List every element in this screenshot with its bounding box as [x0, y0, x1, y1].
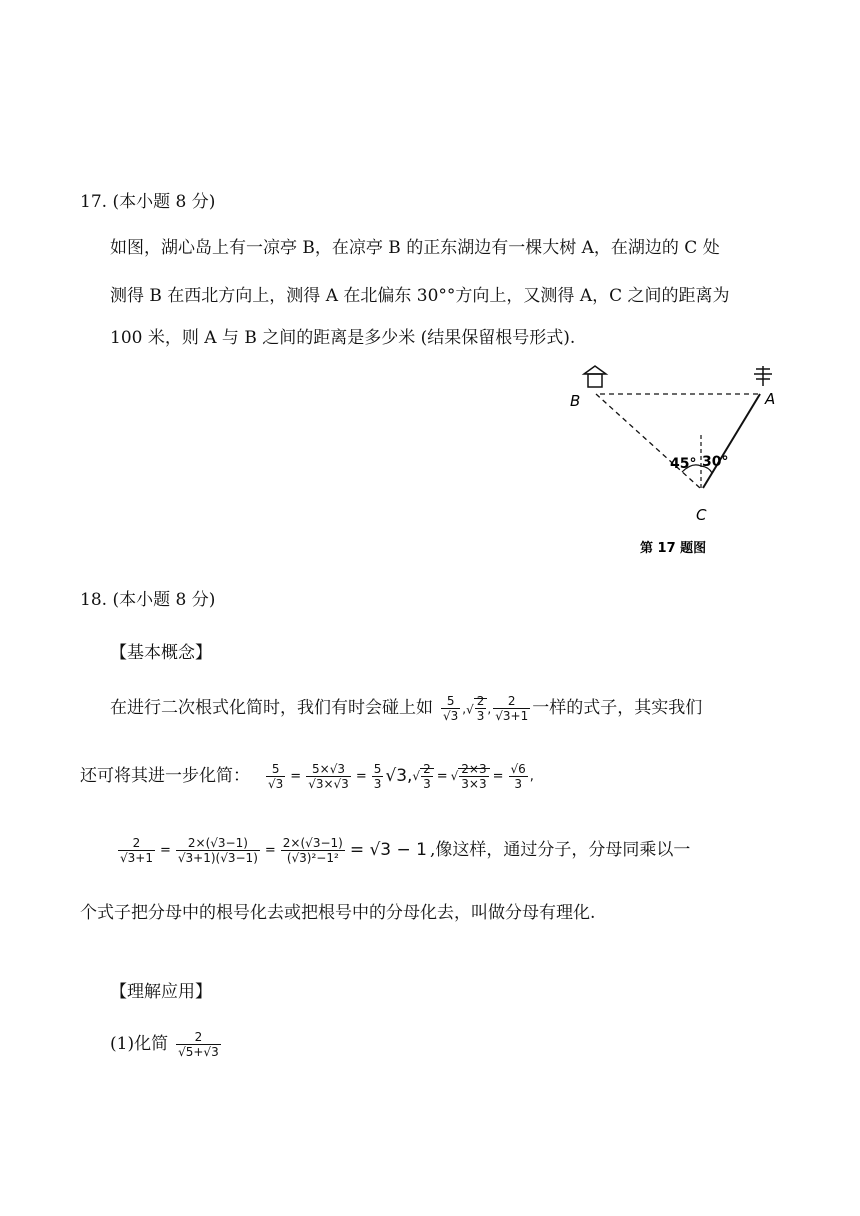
sub1-label: (1)化简: [110, 1034, 169, 1054]
apply-title: 【理解应用】: [110, 982, 212, 1002]
q18-paragraph-4: 个式子把分母中的根号化去或把根号中的分母化去，叫做分母有理化.: [80, 903, 596, 923]
q18-paragraph-3: [116, 836, 690, 865]
q18-paragraph-1: [110, 694, 702, 723]
label-a: A: [765, 390, 776, 408]
p1-before: 在进行二次根式化简时，我们有时会碰上如: [110, 698, 433, 718]
angle-label-right: 30°: [702, 454, 729, 470]
p3-formula: $\frac{2}{√3+1}$ = $\frac{2\times(√3-1)}{√3+1)(√3-1)}$ = $\frac{2\times(√3-1)}{\text{(√3)²−1²}}$ = √3 − 1: [120, 836, 427, 865]
segment-bc: [596, 394, 700, 488]
q17-header: 17. (本小题 8 分): [80, 192, 216, 212]
angle-label-left: 45°: [670, 456, 697, 472]
q18-sub1: [110, 1030, 223, 1059]
p3-after: ,像这样，通过分子，分母同乘以一: [430, 840, 691, 860]
segment-ca: [703, 394, 760, 488]
q17-figure: [560, 360, 800, 560]
q17-line2: 测得 B 在西北方向上，测得 A 在北偏东 30°°方向上，又测得 A，C 之间的距离为: [110, 286, 730, 306]
figure-caption: 第 17 题图: [640, 541, 707, 556]
pavilion-icon: [584, 366, 606, 387]
p1-examples: $\frac{5}{√3}$ , √ $\frac{2}{3}$ , $\frac{2}{√3+1}$: [443, 694, 529, 723]
q18-header: 18. (本小题 8 分): [80, 590, 216, 610]
q17-line3: 100 米，则 A 与 B 之间的距离是多少米 (结果保留根号形式).: [110, 328, 576, 348]
label-c: C: [696, 506, 707, 524]
q18-paragraph-2: [80, 762, 534, 791]
p2-formula: $\frac{5}{√3}$ = $\frac{5\times√3}{√3\times√3}$ = $\frac{5}{3}$ √3, √ $\frac{2}{3}$ = √ $\frac{2\times 3}{3\times 3}$ = $\frac{√6}{3}$ ,: [268, 762, 534, 791]
concept-title: 【基本概念】: [110, 643, 212, 663]
sub1-expression: $\frac{2}{√5+√3}$: [178, 1030, 219, 1059]
p1-after: 一样的式子，其实我们: [532, 698, 703, 718]
tree-icon: [754, 366, 772, 386]
label-b: B: [570, 392, 581, 410]
p2-before: 还可将其进一步化简：: [80, 766, 250, 786]
q17-line1: 如图，湖心岛上有一凉亭 B，在凉亭 B 的正东湖边有一棵大树 A，在湖边的 C 处: [110, 238, 720, 258]
